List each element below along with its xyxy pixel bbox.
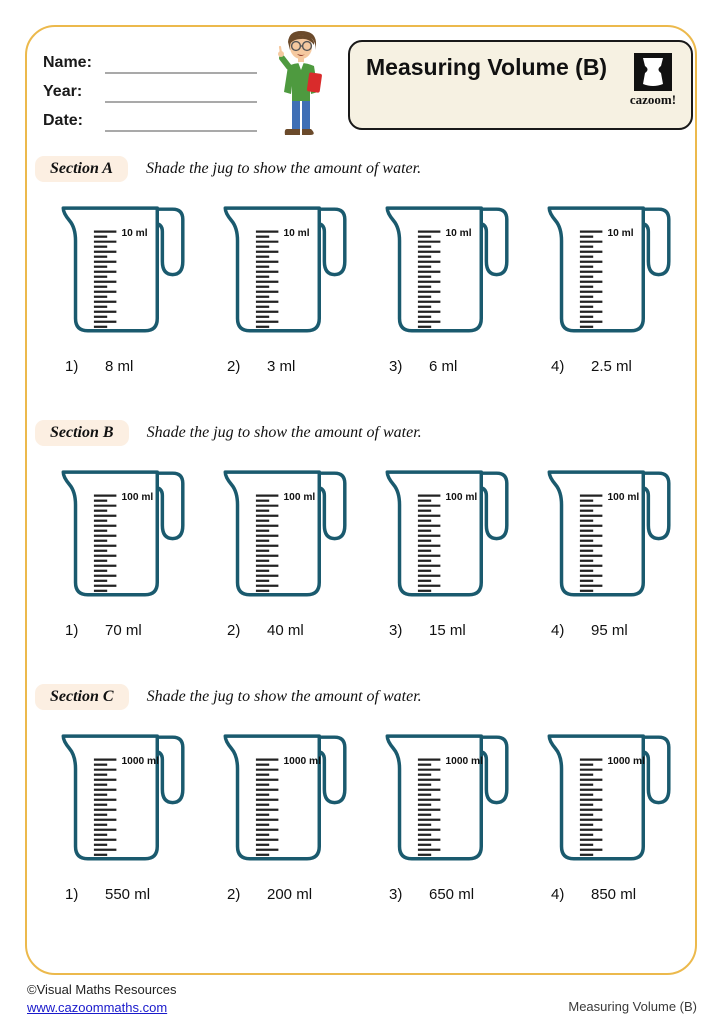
jug-question-cell [217, 200, 365, 375]
cazoom-logo [627, 53, 679, 108]
cazoom-logo-text: cazoom! [629, 92, 677, 107]
jug-scale-label: 10 ml [121, 227, 148, 239]
jug-question-cell [379, 728, 527, 903]
question-value: 6 ml [429, 358, 458, 375]
worksheet-title: Measuring Volume (B) [366, 54, 608, 80]
jug-scale-label: 100 ml [283, 491, 316, 503]
name-field [43, 45, 257, 74]
question-line [65, 886, 203, 903]
measuring-jug-icon [379, 464, 512, 605]
measuring-jug-icon [217, 728, 350, 869]
name-label: Name: [43, 54, 92, 71]
jug-question-cell [217, 728, 365, 903]
section-b [27, 419, 695, 639]
cartoon-finger [280, 47, 281, 53]
jug-question-cell [541, 464, 689, 639]
title-box [348, 40, 693, 130]
measuring-jug-icon [55, 200, 188, 341]
year-field [43, 74, 257, 103]
question-value: 95 ml [591, 622, 628, 639]
jug-question-cell [541, 728, 689, 903]
footer-document-label: Measuring Volume (B) [568, 999, 697, 1014]
jug-question-cell [55, 200, 203, 375]
jug-scale-label: 1000 ml [445, 755, 483, 767]
measuring-jug-icon [217, 464, 350, 605]
question-value: 40 ml [267, 622, 304, 639]
name-blank-line [105, 50, 257, 74]
teacher-cartoon [273, 29, 329, 143]
copyright-text: ©Visual Maths Resources [27, 982, 177, 997]
measuring-jug-icon [217, 200, 350, 341]
section-b-header [35, 419, 695, 447]
question-value: 8 ml [105, 358, 134, 375]
section-c-instruction: Shade the jug to show the amount of water. [146, 688, 422, 705]
section-a-instruction: Shade the jug to show the amount of water. [145, 160, 422, 177]
question-line [551, 886, 689, 903]
date-label: Date: [43, 112, 84, 129]
section-a [27, 155, 695, 375]
jug-scale-label: 100 ml [121, 491, 154, 503]
question-value: 850 ml [591, 886, 637, 903]
question-line [65, 358, 203, 375]
question-line [227, 886, 365, 903]
measuring-jug-icon [541, 200, 674, 341]
question-line [389, 622, 527, 639]
measuring-jug-icon [379, 728, 512, 869]
question-line [227, 358, 365, 375]
section-a-jug-row [27, 200, 695, 375]
question-number: 3) [389, 886, 403, 903]
jug-question-cell [379, 464, 527, 639]
website-link[interactable]: www.cazoommaths.com [27, 999, 168, 1015]
question-value: 3 ml [267, 358, 296, 375]
question-number: 1) [65, 358, 79, 375]
jug-scale-label: 10 ml [283, 227, 310, 239]
footer-left [27, 981, 177, 1016]
measuring-jug-icon [379, 200, 512, 341]
jug-scale-label: 100 ml [445, 491, 478, 503]
year-label: Year: [43, 83, 83, 100]
measuring-jug-icon [541, 464, 674, 605]
question-number: 4) [551, 358, 565, 375]
jug-scale-label: 1000 ml [283, 755, 321, 767]
jug-scale-label: 1000 ml [607, 755, 645, 767]
section-b-instruction: Shade the jug to show the amount of water. [146, 424, 422, 441]
section-a-header [35, 155, 695, 183]
question-number: 1) [65, 886, 79, 903]
question-line [389, 886, 527, 903]
question-number: 1) [65, 622, 79, 639]
section-a-badge: Section A [35, 156, 128, 182]
jug-scale-label: 1000 ml [121, 755, 159, 767]
question-value: 200 ml [267, 886, 313, 903]
jug-question-cell [379, 200, 527, 375]
section-b-badge: Section B [35, 420, 129, 446]
question-number: 2) [227, 358, 241, 375]
jug-question-cell [55, 728, 203, 903]
question-value: 2.5 ml [591, 358, 632, 375]
red-book [307, 72, 323, 93]
jug-scale-label: 10 ml [607, 227, 634, 239]
question-line [551, 358, 689, 375]
page-border-frame [25, 25, 697, 975]
question-value: 650 ml [429, 886, 475, 903]
question-number: 2) [227, 886, 241, 903]
section-b-jug-row [27, 464, 695, 639]
jug-scale-label: 100 ml [607, 491, 640, 503]
date-blank-line [105, 108, 257, 132]
measuring-jug-icon [55, 728, 188, 869]
cartoon-right-shoe [302, 129, 314, 135]
student-fields [43, 45, 257, 132]
question-value: 15 ml [429, 622, 466, 639]
section-c-header [35, 683, 695, 711]
question-number: 3) [389, 358, 403, 375]
section-c-jug-row [27, 728, 695, 903]
question-value: 550 ml [105, 886, 151, 903]
cartoon-left-leg [292, 101, 300, 129]
date-field [43, 103, 257, 132]
question-line [389, 358, 527, 375]
question-line [551, 622, 689, 639]
measuring-jug-icon [55, 464, 188, 605]
measuring-jug-icon [541, 728, 674, 869]
question-value: 70 ml [105, 622, 142, 639]
section-c [27, 683, 695, 903]
cartoon-right-leg [302, 101, 310, 129]
cartoon-arm [282, 58, 289, 67]
question-number: 3) [389, 622, 403, 639]
question-number: 4) [551, 622, 565, 639]
question-number: 4) [551, 886, 565, 903]
jug-question-cell [541, 200, 689, 375]
section-c-badge: Section C [35, 684, 129, 710]
cazoom-drum-icon [634, 53, 672, 91]
question-line [65, 622, 203, 639]
worksheet-header [27, 27, 695, 155]
jug-question-cell [217, 464, 365, 639]
jug-scale-label: 10 ml [445, 227, 472, 239]
cartoon-left-shoe [285, 129, 300, 135]
question-line [227, 622, 365, 639]
year-blank-line [105, 79, 257, 103]
question-number: 2) [227, 622, 241, 639]
jug-question-cell [55, 464, 203, 639]
